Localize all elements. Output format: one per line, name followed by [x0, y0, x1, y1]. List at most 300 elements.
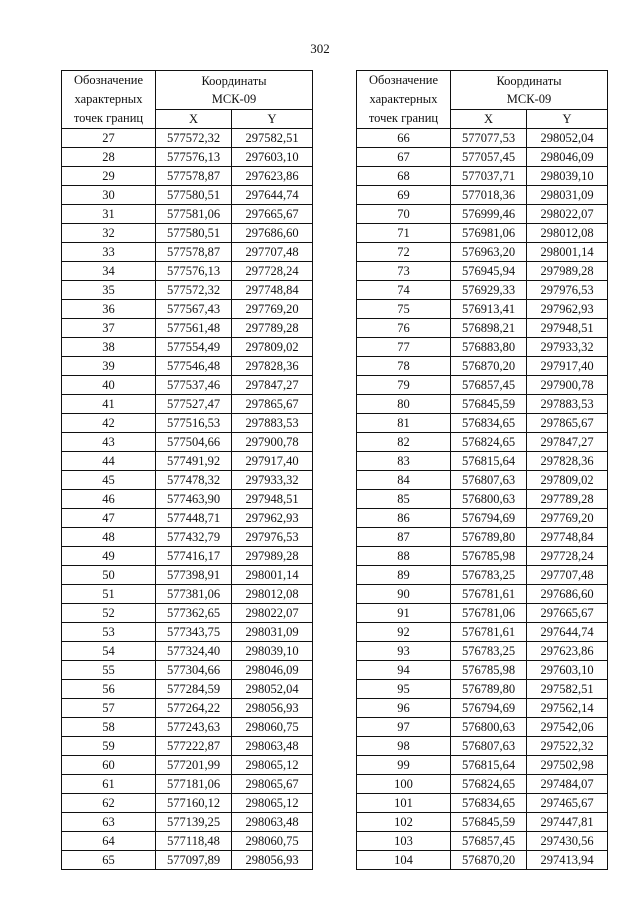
table-row	[357, 205, 608, 224]
x-coordinate-cell: 577243,63	[156, 718, 232, 737]
point-number-cell: 92	[357, 623, 451, 642]
point-number-cell: 85	[357, 490, 451, 509]
y-coordinate-cell: 297728,24	[232, 262, 313, 281]
y-coordinate-cell: 297582,51	[527, 680, 608, 699]
table-row	[357, 357, 608, 376]
x-coordinate-cell: 576781,61	[451, 585, 527, 604]
point-number-cell: 82	[357, 433, 451, 452]
point-number-cell: 63	[62, 813, 156, 832]
point-number-cell: 72	[357, 243, 451, 262]
table-row	[357, 243, 608, 262]
point-number-cell: 33	[62, 243, 156, 262]
y-coordinate-cell: 297917,40	[232, 452, 313, 471]
point-number-cell: 29	[62, 167, 156, 186]
point-number-cell: 43	[62, 433, 156, 452]
y-coordinate-cell: 297603,10	[527, 661, 608, 680]
x-coordinate-cell: 577018,36	[451, 186, 527, 205]
table-row	[62, 737, 313, 756]
table-row	[62, 699, 313, 718]
table-row	[357, 661, 608, 680]
y-coordinate-cell: 297828,36	[232, 357, 313, 376]
point-header-line-3: точек границ	[73, 111, 144, 125]
y-coordinate-cell: 297502,98	[527, 756, 608, 775]
table-row	[62, 205, 313, 224]
x-coordinate-cell: 577572,32	[156, 129, 232, 148]
x-coordinate-cell: 577077,53	[451, 129, 527, 148]
table-row	[357, 794, 608, 813]
point-number-cell: 47	[62, 509, 156, 528]
x-coordinate-cell: 576999,46	[451, 205, 527, 224]
table-row	[62, 148, 313, 167]
table-row	[357, 851, 608, 870]
y-coordinate-cell: 297900,78	[527, 376, 608, 395]
table-row	[357, 566, 608, 585]
point-designation-header	[62, 71, 156, 129]
point-number-cell: 103	[357, 832, 451, 851]
point-number-cell: 46	[62, 490, 156, 509]
x-coordinate-cell: 577416,17	[156, 547, 232, 566]
point-number-cell: 30	[62, 186, 156, 205]
table-row	[357, 224, 608, 243]
table-row	[62, 680, 313, 699]
y-coordinate-cell: 298012,08	[232, 585, 313, 604]
y-coordinate-cell: 297413,94	[527, 851, 608, 870]
table-row	[62, 718, 313, 737]
table-row	[62, 186, 313, 205]
coordinates-header-line-2: МСК-09	[211, 92, 257, 106]
point-number-cell: 86	[357, 509, 451, 528]
point-number-cell: 48	[62, 528, 156, 547]
point-number-cell: 55	[62, 661, 156, 680]
y-coordinate-cell: 297948,51	[232, 490, 313, 509]
point-number-cell: 64	[62, 832, 156, 851]
point-number-cell: 90	[357, 585, 451, 604]
table-row	[357, 642, 608, 661]
x-coordinate-cell: 577448,71	[156, 509, 232, 528]
table-row	[357, 148, 608, 167]
x-coordinate-cell: 577139,25	[156, 813, 232, 832]
point-number-cell: 68	[357, 167, 451, 186]
point-number-cell: 91	[357, 604, 451, 623]
x-coordinate-cell: 576824,65	[451, 433, 527, 452]
x-coordinate-cell: 576783,25	[451, 566, 527, 585]
point-number-cell: 32	[62, 224, 156, 243]
table-row	[357, 718, 608, 737]
x-coordinate-cell: 577578,87	[156, 243, 232, 262]
table-row	[62, 509, 313, 528]
y-coordinate-cell: 298056,93	[232, 851, 313, 870]
x-coordinate-cell: 577572,32	[156, 281, 232, 300]
point-number-cell: 62	[62, 794, 156, 813]
y-coordinate-cell: 297769,20	[232, 300, 313, 319]
table-row	[357, 414, 608, 433]
y-coordinate-cell: 297465,67	[527, 794, 608, 813]
y-coordinate-cell: 297865,67	[232, 395, 313, 414]
x-coordinate-cell: 577537,46	[156, 376, 232, 395]
point-number-cell: 96	[357, 699, 451, 718]
y-coordinate-cell: 297917,40	[527, 357, 608, 376]
table-row	[357, 813, 608, 832]
y-coordinate-cell: 297562,14	[527, 699, 608, 718]
x-coordinate-cell: 577181,06	[156, 775, 232, 794]
table-row	[357, 433, 608, 452]
point-number-cell: 41	[62, 395, 156, 414]
table-row	[62, 414, 313, 433]
table-row	[62, 623, 313, 642]
x-coordinate-cell: 576883,80	[451, 338, 527, 357]
point-number-cell: 75	[357, 300, 451, 319]
table-row	[62, 490, 313, 509]
point-number-cell: 60	[62, 756, 156, 775]
y-coordinate-cell: 298022,07	[232, 604, 313, 623]
point-number-cell: 44	[62, 452, 156, 471]
point-number-cell: 73	[357, 262, 451, 281]
x-coordinate-cell: 577546,48	[156, 357, 232, 376]
x-coordinate-cell: 576845,59	[451, 813, 527, 832]
x-coordinate-cell: 577264,22	[156, 699, 232, 718]
table-row	[357, 509, 608, 528]
point-number-cell: 57	[62, 699, 156, 718]
y-coordinate-cell: 297748,84	[527, 528, 608, 547]
point-number-cell: 88	[357, 547, 451, 566]
y-coordinate-cell: 298063,48	[232, 813, 313, 832]
y-coordinate-cell: 298060,75	[232, 718, 313, 737]
x-coordinate-cell: 576834,65	[451, 414, 527, 433]
point-number-cell: 66	[357, 129, 451, 148]
point-number-cell: 101	[357, 794, 451, 813]
y-coordinate-cell: 297989,28	[527, 262, 608, 281]
y-coordinate-cell: 297644,74	[527, 623, 608, 642]
x-coordinate-cell: 576789,80	[451, 680, 527, 699]
y-coordinate-cell: 297430,56	[527, 832, 608, 851]
x-coordinate-cell: 577118,48	[156, 832, 232, 851]
point-number-cell: 94	[357, 661, 451, 680]
point-number-cell: 71	[357, 224, 451, 243]
coordinates-header	[451, 71, 608, 110]
point-header-line-1: Обозначение	[73, 73, 144, 87]
x-coordinate-cell: 577037,71	[451, 167, 527, 186]
x-coordinate-cell: 577463,90	[156, 490, 232, 509]
y-coordinate-cell: 297665,67	[232, 205, 313, 224]
coordinates-table-right	[356, 70, 608, 870]
y-coordinate-cell: 297900,78	[232, 433, 313, 452]
table-row	[62, 851, 313, 870]
x-coordinate-cell: 577478,32	[156, 471, 232, 490]
x-coordinate-cell: 576815,64	[451, 756, 527, 775]
point-number-cell: 89	[357, 566, 451, 585]
point-number-cell: 45	[62, 471, 156, 490]
y-coordinate-cell: 297644,74	[232, 186, 313, 205]
y-coordinate-cell: 298060,75	[232, 832, 313, 851]
table-row	[62, 281, 313, 300]
point-number-cell: 38	[62, 338, 156, 357]
table-row	[357, 167, 608, 186]
x-coordinate-cell: 576781,61	[451, 623, 527, 642]
x-coordinate-cell: 577554,49	[156, 338, 232, 357]
x-coordinate-cell: 576824,65	[451, 775, 527, 794]
point-number-cell: 40	[62, 376, 156, 395]
point-number-cell: 69	[357, 186, 451, 205]
point-header-line-3: точек границ	[368, 111, 439, 125]
table-row	[62, 319, 313, 338]
table-row	[357, 338, 608, 357]
point-number-cell: 31	[62, 205, 156, 224]
point-number-cell: 39	[62, 357, 156, 376]
table-row	[357, 775, 608, 794]
x-coordinate-cell: 577201,99	[156, 756, 232, 775]
table-row	[357, 680, 608, 699]
y-coordinate-cell: 297962,93	[232, 509, 313, 528]
y-coordinate-cell: 298056,93	[232, 699, 313, 718]
x-coordinate-cell: 577580,51	[156, 224, 232, 243]
table-row	[62, 357, 313, 376]
point-number-cell: 35	[62, 281, 156, 300]
y-column-header: Y	[527, 110, 608, 129]
point-number-cell: 52	[62, 604, 156, 623]
y-coordinate-cell: 298065,12	[232, 794, 313, 813]
x-coordinate-cell: 576913,41	[451, 300, 527, 319]
x-coordinate-cell: 576794,69	[451, 509, 527, 528]
point-number-cell: 36	[62, 300, 156, 319]
table-row	[357, 471, 608, 490]
x-coordinate-cell: 576929,33	[451, 281, 527, 300]
y-coordinate-cell: 298001,14	[232, 566, 313, 585]
table-row	[357, 262, 608, 281]
y-coordinate-cell: 297665,67	[527, 604, 608, 623]
x-coordinate-cell: 577576,13	[156, 262, 232, 281]
x-coordinate-cell: 576845,59	[451, 395, 527, 414]
table-row	[62, 528, 313, 547]
table-row	[62, 832, 313, 851]
point-number-cell: 67	[357, 148, 451, 167]
x-coordinate-cell: 576870,20	[451, 357, 527, 376]
point-number-cell: 102	[357, 813, 451, 832]
table-row	[357, 129, 608, 148]
point-number-cell: 93	[357, 642, 451, 661]
table-row	[62, 433, 313, 452]
table-row	[357, 547, 608, 566]
x-coordinate-cell: 577580,51	[156, 186, 232, 205]
point-number-cell: 53	[62, 623, 156, 642]
x-coordinate-cell: 576785,98	[451, 547, 527, 566]
point-number-cell: 50	[62, 566, 156, 585]
y-coordinate-cell: 297976,53	[527, 281, 608, 300]
point-number-cell: 80	[357, 395, 451, 414]
table-row	[62, 585, 313, 604]
point-number-cell: 87	[357, 528, 451, 547]
y-coordinate-cell: 298039,10	[527, 167, 608, 186]
table-row	[62, 547, 313, 566]
point-number-cell: 98	[357, 737, 451, 756]
point-number-cell: 95	[357, 680, 451, 699]
x-coordinate-cell: 577057,45	[451, 148, 527, 167]
table-row	[62, 452, 313, 471]
point-number-cell: 81	[357, 414, 451, 433]
y-coordinate-cell: 298046,09	[232, 661, 313, 680]
point-number-cell: 56	[62, 680, 156, 699]
point-designation-header	[357, 71, 451, 129]
table-row	[62, 167, 313, 186]
x-coordinate-cell: 577343,75	[156, 623, 232, 642]
x-coordinate-cell: 576785,98	[451, 661, 527, 680]
y-coordinate-cell: 298031,09	[527, 186, 608, 205]
x-coordinate-cell: 577516,53	[156, 414, 232, 433]
table-row	[62, 243, 313, 262]
y-coordinate-cell: 297847,27	[527, 433, 608, 452]
x-coordinate-cell: 577362,65	[156, 604, 232, 623]
table-row	[62, 395, 313, 414]
point-number-cell: 99	[357, 756, 451, 775]
x-coordinate-cell: 577491,92	[156, 452, 232, 471]
x-column-header: X	[156, 110, 232, 129]
point-number-cell: 28	[62, 148, 156, 167]
point-number-cell: 49	[62, 547, 156, 566]
x-coordinate-cell: 576800,63	[451, 490, 527, 509]
table-row	[62, 129, 313, 148]
table-row	[357, 623, 608, 642]
point-number-cell: 78	[357, 357, 451, 376]
x-coordinate-cell: 576807,63	[451, 471, 527, 490]
y-coordinate-cell: 297809,02	[232, 338, 313, 357]
y-coordinate-cell: 298063,48	[232, 737, 313, 756]
y-coordinate-cell: 297865,67	[527, 414, 608, 433]
y-coordinate-cell: 298001,14	[527, 243, 608, 262]
x-coordinate-cell: 577561,48	[156, 319, 232, 338]
y-coordinate-cell: 298031,09	[232, 623, 313, 642]
table-row	[357, 832, 608, 851]
table-row	[62, 224, 313, 243]
y-coordinate-cell: 297976,53	[232, 528, 313, 547]
y-coordinate-cell: 298065,67	[232, 775, 313, 794]
y-coordinate-cell: 297989,28	[232, 547, 313, 566]
point-number-cell: 84	[357, 471, 451, 490]
point-number-cell: 76	[357, 319, 451, 338]
point-number-cell: 83	[357, 452, 451, 471]
x-coordinate-cell: 577284,59	[156, 680, 232, 699]
x-coordinate-cell: 577567,43	[156, 300, 232, 319]
table-row	[62, 775, 313, 794]
y-coordinate-cell: 297542,06	[527, 718, 608, 737]
y-coordinate-cell: 297686,60	[232, 224, 313, 243]
y-coordinate-cell: 297603,10	[232, 148, 313, 167]
point-number-cell: 61	[62, 775, 156, 794]
y-column-header: Y	[232, 110, 313, 129]
table-row	[357, 585, 608, 604]
y-coordinate-cell: 297522,32	[527, 737, 608, 756]
table-row	[357, 281, 608, 300]
x-coordinate-cell: 576870,20	[451, 851, 527, 870]
y-coordinate-cell: 297707,48	[527, 566, 608, 585]
table-row	[62, 471, 313, 490]
point-number-cell: 79	[357, 376, 451, 395]
y-coordinate-cell: 297948,51	[527, 319, 608, 338]
point-header-line-1: Обозначение	[368, 73, 439, 87]
y-coordinate-cell: 297748,84	[232, 281, 313, 300]
point-header-line-2: характерных	[74, 92, 143, 106]
x-coordinate-cell: 577504,66	[156, 433, 232, 452]
x-coordinate-cell: 576807,63	[451, 737, 527, 756]
point-number-cell: 74	[357, 281, 451, 300]
y-coordinate-cell: 297623,86	[232, 167, 313, 186]
table-row	[62, 566, 313, 585]
y-coordinate-cell: 298046,09	[527, 148, 608, 167]
x-coordinate-cell: 577381,06	[156, 585, 232, 604]
table-row	[357, 452, 608, 471]
point-number-cell: 51	[62, 585, 156, 604]
x-coordinate-cell: 577581,06	[156, 205, 232, 224]
point-number-cell: 100	[357, 775, 451, 794]
table-row	[357, 699, 608, 718]
page-number: 302	[310, 41, 330, 56]
table-row	[62, 300, 313, 319]
x-coordinate-cell: 577432,79	[156, 528, 232, 547]
x-coordinate-cell: 576800,63	[451, 718, 527, 737]
point-number-cell: 54	[62, 642, 156, 661]
x-coordinate-cell: 576783,25	[451, 642, 527, 661]
point-number-cell: 27	[62, 129, 156, 148]
y-coordinate-cell: 298022,07	[527, 205, 608, 224]
coordinates-table-left	[61, 70, 313, 870]
table-row	[357, 604, 608, 623]
x-coordinate-cell: 577097,89	[156, 851, 232, 870]
x-coordinate-cell: 576794,69	[451, 699, 527, 718]
table-row	[357, 395, 608, 414]
y-coordinate-cell: 297883,53	[232, 414, 313, 433]
y-coordinate-cell: 297484,07	[527, 775, 608, 794]
x-coordinate-cell: 576834,65	[451, 794, 527, 813]
table-row	[357, 186, 608, 205]
x-coordinate-cell: 577160,12	[156, 794, 232, 813]
x-coordinate-cell: 577398,91	[156, 566, 232, 585]
coordinates-header-line-1: Координаты	[496, 74, 562, 88]
y-coordinate-cell: 297623,86	[527, 642, 608, 661]
point-number-cell: 59	[62, 737, 156, 756]
y-coordinate-cell: 297582,51	[232, 129, 313, 148]
y-coordinate-cell: 297933,32	[232, 471, 313, 490]
y-coordinate-cell: 297962,93	[527, 300, 608, 319]
y-coordinate-cell: 297447,81	[527, 813, 608, 832]
table-row	[62, 642, 313, 661]
y-coordinate-cell: 297707,48	[232, 243, 313, 262]
y-coordinate-cell: 297769,20	[527, 509, 608, 528]
table-row	[62, 338, 313, 357]
y-coordinate-cell: 298039,10	[232, 642, 313, 661]
table-row	[357, 528, 608, 547]
x-coordinate-cell: 577576,13	[156, 148, 232, 167]
table-row	[62, 794, 313, 813]
y-coordinate-cell: 297728,24	[527, 547, 608, 566]
table-row	[62, 262, 313, 281]
y-coordinate-cell: 298052,04	[527, 129, 608, 148]
y-coordinate-cell: 297828,36	[527, 452, 608, 471]
point-number-cell: 65	[62, 851, 156, 870]
y-coordinate-cell: 298052,04	[232, 680, 313, 699]
point-number-cell: 77	[357, 338, 451, 357]
table-row	[357, 490, 608, 509]
table-row	[62, 604, 313, 623]
table-row	[62, 756, 313, 775]
y-coordinate-cell: 297847,27	[232, 376, 313, 395]
x-coordinate-cell: 576857,45	[451, 832, 527, 851]
point-header-line-2: характерных	[369, 92, 438, 106]
y-coordinate-cell: 297789,28	[527, 490, 608, 509]
coordinates-header-line-1: Координаты	[201, 74, 267, 88]
y-coordinate-cell: 297883,53	[527, 395, 608, 414]
table-row	[357, 756, 608, 775]
y-coordinate-cell: 297686,60	[527, 585, 608, 604]
x-coordinate-cell: 577324,40	[156, 642, 232, 661]
y-coordinate-cell: 297809,02	[527, 471, 608, 490]
